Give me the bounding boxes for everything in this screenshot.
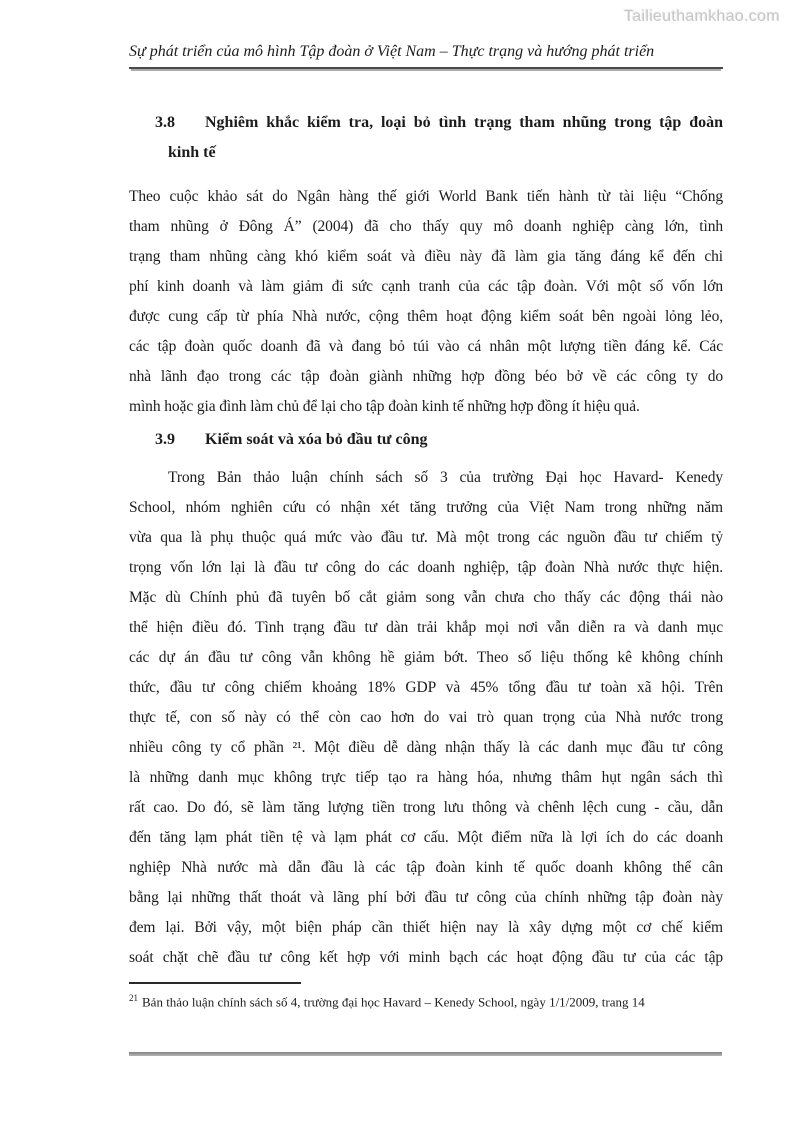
section-number: 3.8 [155, 114, 175, 131]
section-number: 3.9 [155, 431, 175, 448]
text-line: tham nhũng ở Đông Á” (2004) đã cho thấy quy mô doanh nghiệp càng lớn, tình [129, 218, 723, 235]
text-line: bằng lại những thất thoát và lãng phí bởi đầu tư công của chính những tập đoàn này [129, 889, 723, 906]
text-line: rất cao. Do đó, sẽ làm tăng lượng tiền trong lưu thông và chênh lệch cung - cầu, dẫn [129, 799, 723, 816]
text-line: Theo cuộc khảo sát do Ngân hàng thế giới World Bank tiến hành từ tài liệu “Chống [129, 188, 723, 205]
text-line: Trong Bản thảo luận chính sách số 3 của trường Đại học Havard- Kenedy [168, 469, 723, 486]
text-line: được cung cấp từ phía Nhà nước, cộng thêm hoạt động kiểm soát bên ngoài lỏng lẻo, [129, 308, 723, 325]
section-title: Kiểm soát và xóa bỏ đầu tư công [205, 431, 428, 448]
text-line: các dự án đầu tư công vẫn không hề giảm bớt. Theo số liệu thống kê không chính [129, 649, 723, 666]
section-heading-line [155, 108, 723, 138]
text-line: đem lại. Bởi vậy, một biện pháp cần thiết hiện nay là xây dựng một cơ chế kiểm [129, 919, 723, 936]
text-line: nhiều công ty cổ phần ²¹. Một điều dễ dàng nhận thấy là các danh mục đầu tư công [129, 739, 723, 756]
footnote-text-line [129, 989, 723, 1011]
text-line: thực tế, con số này có thể còn cao hơn do vai trò quan trọng của Nhà nước trong [129, 709, 723, 726]
section-title: Nghiêm khắc kiểm tra, loại bỏ tình trạng tham nhũng trong tập đoàn [205, 114, 723, 131]
text-line: trọng vốn lớn lại là đầu tư công do các doanh nghiệp, tập đoàn Nhà nước thực hiện. [129, 559, 723, 576]
text-line: Mặc dù Chính phủ đã tuyên bố cắt giảm song vẫn chưa cho thấy các động thái nào [129, 589, 723, 606]
footnote-text: Bản thảo luận chính sách số 4, trường đại học Havard – Kenedy School, ngày 1/1/2009, trang 14 [142, 994, 645, 1010]
text-line: soát chặt chẽ đầu tư công kết hợp với minh bạch các hoạt động đầu tư của các tập [129, 949, 723, 966]
text-line: là những danh mục không trực tiếp tạo ra hàng hóa, nhưng thâm hụt ngân sách thì [129, 769, 723, 786]
section-heading-line [155, 425, 723, 455]
text-line: trạng tham nhũng càng khó kiểm soát và điều này đã làm gia tăng đáng kể đến chi [129, 248, 723, 265]
page-header [129, 42, 723, 69]
body-paragraph-2 [129, 463, 723, 973]
text-line: mình hoặc gia đình làm chủ để lại cho tập đoàn kinh tế những hợp đồng ít hiệu quả. [129, 398, 640, 415]
footnote-separator [129, 982, 301, 984]
text-line: School, nhóm nghiên cứu có nhận xét tăng trưởng của Việt Nam trong những năm [129, 499, 723, 516]
section-title-continued: kinh tế [168, 144, 216, 161]
section-heading-3-8 [129, 108, 723, 168]
text-line: nhà lãnh đạo trong các tập đoàn giành những hợp đồng béo bở về các công ty do [129, 368, 723, 385]
text-line: vừa qua là phụ thuộc quá mức vào đầu tư. Mà một trong các nguồn đầu tư chiếm tỷ [129, 529, 723, 546]
footer-rule [129, 1052, 722, 1056]
text-line: phí kinh doanh và làm giảm đi sức cạnh tranh của các tập đoàn. Với một số vốn lớn [129, 278, 723, 295]
footnote-marker: 21 [129, 993, 138, 1003]
text-line: nghiệp Nhà nước mà dẫn đầu là các tập đoàn kinh tế quốc doanh không thể cân [129, 859, 723, 876]
text-line: thức, đầu tư công chiếm khoảng 18% GDP và 45% tổng đầu tư toàn xã hội. Trên [129, 679, 723, 696]
site-watermark: Tailieuthamkhao.com [624, 8, 780, 25]
body-paragraph-1 [129, 182, 723, 422]
text-line: các tập đoàn quốc doanh đã và đang bỏ túi vào cá nhân một lượng tiền đáng kể. Các [129, 338, 723, 355]
text-line: thể hiện điều đó. Tình trạng đầu tư dàn trải khắp mọi nơi vẫn diễn ra và danh mục [129, 619, 723, 636]
running-head-title: Sự phát triển của mô hình Tập đoàn ở Việt Nam – Thực trạng và hướng phát triển [129, 43, 655, 60]
section-heading-3-9 [129, 425, 723, 455]
text-line: đến tăng lạm phát tiền tệ và lạm phát cơ cấu. Một điểm nữa là lợi ích do các doanh [129, 829, 723, 846]
footnote [129, 982, 723, 1011]
